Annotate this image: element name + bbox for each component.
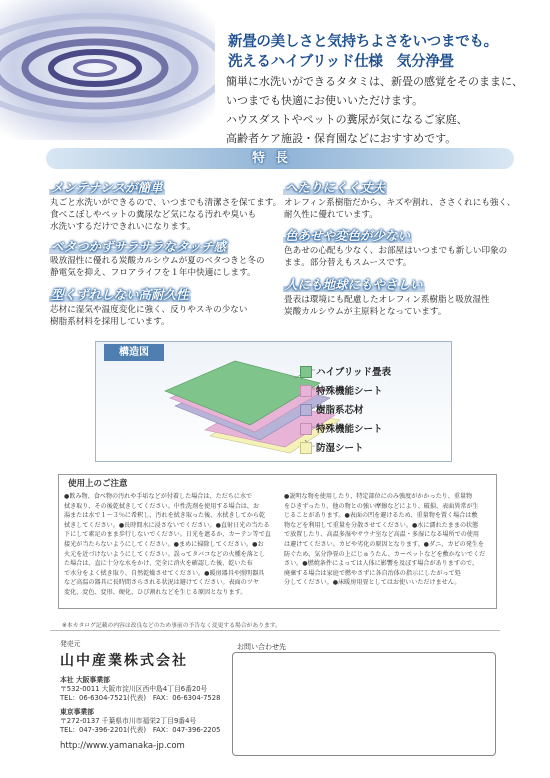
feature-text: 色あせの心配も少なく、お部屋はいつまでも新しい印象の [284, 246, 508, 256]
intro-line-4: 高齢者ケア施設・保育園などにおすすめです。 [226, 132, 457, 145]
feature-title: へたりにくく丈夫 [285, 180, 386, 195]
feature-text: オレフィン系樹脂だから、キズや割れ、ささくれにも強く、 [284, 198, 516, 208]
caution-line: 湯または水で１～３％に希釈し、汚れを拭き取った後、水拭きしてから乾 [64, 512, 266, 520]
office-name: 本社 大阪事業部 [60, 676, 110, 684]
headline-line-2: 洗えるハイブリッド仕様 気分浄畳 [228, 54, 454, 70]
caution-line: ●説明な物を使用したり、特定部位にのみ強度がかかったり、重量物 [284, 493, 473, 500]
features-heading: 特長 [251, 151, 298, 166]
caution-line: 分してください。●床暖房用畳としてはお使いいただけません。 [284, 579, 461, 587]
feature-title: 型くずれしない高耐久性 [51, 287, 189, 302]
catalog-note: ※本カタログ記載の内容は改良などのため事前の予告なく変更する場合があります。 [62, 623, 281, 629]
caution-line: で放置したり、高温多湿やサウナ室など高温・多湿になる場所での使用 [284, 531, 479, 539]
caution-line: は避けてください。カビや劣化の原因となります。●ダニ、カビの発生を [284, 541, 485, 548]
feature-text: 静電気を抑え、フロアライフを１年中快適にします。 [50, 268, 256, 278]
caution-line: じることがあります。●表面の凹を避けるため、重量物を置く場合は敷 [284, 512, 478, 520]
water-ripple-image [0, 0, 215, 140]
caution-title: 使用上のご注意 [64, 477, 132, 489]
legend-label: 樹脂系芯材 [316, 405, 364, 416]
legend-label: ハイブリッド畳表 [316, 367, 391, 378]
caution-line: 廃棄する場合は家庭で燃やさずに各自治体の指示にしたがって処 [284, 569, 461, 577]
feature-text: 畳表は環境にも配慮したオレフィン系樹脂と吸放湿性 [284, 295, 490, 305]
legend-swatch [300, 442, 312, 454]
caution-line: さい。●燃焼条件によっては人体に影響を及ぼす場合がありますので、 [284, 560, 479, 568]
caution-line: で水分をよく拭き取り、自然乾燥させてください。●暖房器具や照明器具 [64, 569, 265, 577]
caution-line: など高温の器具に長時間さらされる状況は避けてください。表面のツヤ [64, 579, 259, 587]
feature-text: 食べこぼしやペットの糞尿など気になる汚れや臭いも [50, 210, 257, 220]
feature-text: 水洗いするだけできれいになります。 [50, 222, 196, 232]
feature-title: メンテナンスが簡単 [51, 180, 163, 195]
feature-text: 耐久性に優れています。 [284, 210, 378, 220]
feature-title: 人にも地球にもやさしい [285, 277, 423, 292]
legend-swatch [300, 404, 312, 416]
caution-line: た場合は、直に十分な水をかけ、完全に消火を確認した後、乾いた布 [64, 560, 253, 568]
feature-text: 炭酸カルシウムが主原料となっています。 [284, 307, 447, 317]
caution-line: ●飲み物、食べ物の汚れや手垢などが付着した場合は、ただちに水で [64, 493, 253, 500]
intro-line-1: 簡単に水洗いができるタタミは、新畳の感覚をそのままに、 [226, 75, 523, 88]
legend-swatch [300, 366, 312, 378]
contact-box [232, 652, 496, 756]
feature-text: 芯材に湿気や温度変化に強く、反りやスキの少ない [50, 305, 248, 315]
office-phone: TEL：06-6304-7521(代表) FAX：06-6304-7528 [60, 694, 221, 702]
caution-line: 下にして素足のまま歩行しないでください。日光を遮るか、カーテン等で直 [64, 531, 271, 539]
legend-label: 特殊機能シート [316, 386, 383, 397]
office-phone: TEL：047-396-2201(代表) FAX：047-396-2205 [60, 726, 221, 734]
feature-text: 樹脂系材料を採用しています。 [50, 317, 170, 327]
caution-line: 拭きしてください。●長時間水に浸さないでください。●直射日光の当たる [64, 521, 270, 529]
intro-line-2: いつまでも快適にお使いいただけます。 [226, 94, 424, 107]
caution-line: 物などを利用して重量を分散させてください。●水に濡れたままの状態 [284, 521, 479, 529]
caution-line: をひきずったり、他の物との強い摩擦などにより、破損、表面異常が生 [284, 502, 479, 510]
caution-line: 拭き取り、その後乾拭きしてください。中性洗剤を使用する場合は、お [64, 502, 259, 510]
office-address: 〒532-0011 大阪市淀川区西中島4丁目6番20号 [60, 685, 208, 693]
caution-line: 変化、変色、変形、硬化、ひび割れなどを生じる原因となります。 [64, 589, 247, 596]
office-name: 東京事業部 [60, 708, 94, 716]
caution-line: 接光が当たらないようにしてください。●まめに掃除してください。●お [64, 541, 264, 548]
feature-text: 吸放湿性に優れる炭酸カルシウムが夏のベタつきと冬の [50, 256, 265, 266]
publisher-label: 発売元 [60, 640, 81, 648]
legend-swatch [300, 423, 312, 435]
legend-label: 防湿シート [316, 443, 364, 454]
contact-label: お問い合わせ先 [237, 643, 286, 651]
legend-label: 特殊機能シート [316, 424, 383, 435]
feature-title: 色あせや変色が少ない [285, 228, 411, 243]
legend-swatch [300, 385, 312, 397]
structure-label: 構造図 [104, 344, 164, 361]
intro-line-3: ハウスダストやペットの糞尿が気になるご家庭、 [226, 113, 468, 126]
footer-divider [50, 630, 500, 631]
headline-line-1: 新畳の美しさと気持ちよさをいつまでも。 [228, 34, 498, 50]
feature-text: 丸ごと水洗いができるので、いつまでも清潔さを保てます。 [50, 198, 282, 208]
website-link[interactable]: http://www.yamanaka-jp.com [60, 741, 185, 751]
feature-text: まま。部分替えもスムースです。 [284, 258, 412, 268]
caution-line: 火元を近づけないようにしてください。誤ってタバコなどの火種を落とし [64, 550, 266, 558]
caution-line: 防ぐため、気分浄畳の上にじゅうたん、カーペットなどを敷かないでくだ [284, 550, 486, 558]
company-name: 山中産業株式会社 [60, 653, 188, 669]
feature-title: ベタつかずサラサラなタッチ感 [51, 239, 227, 254]
office-address: 〒272-0137 千葉県市川市福栄2丁目9番4号 [60, 717, 197, 725]
